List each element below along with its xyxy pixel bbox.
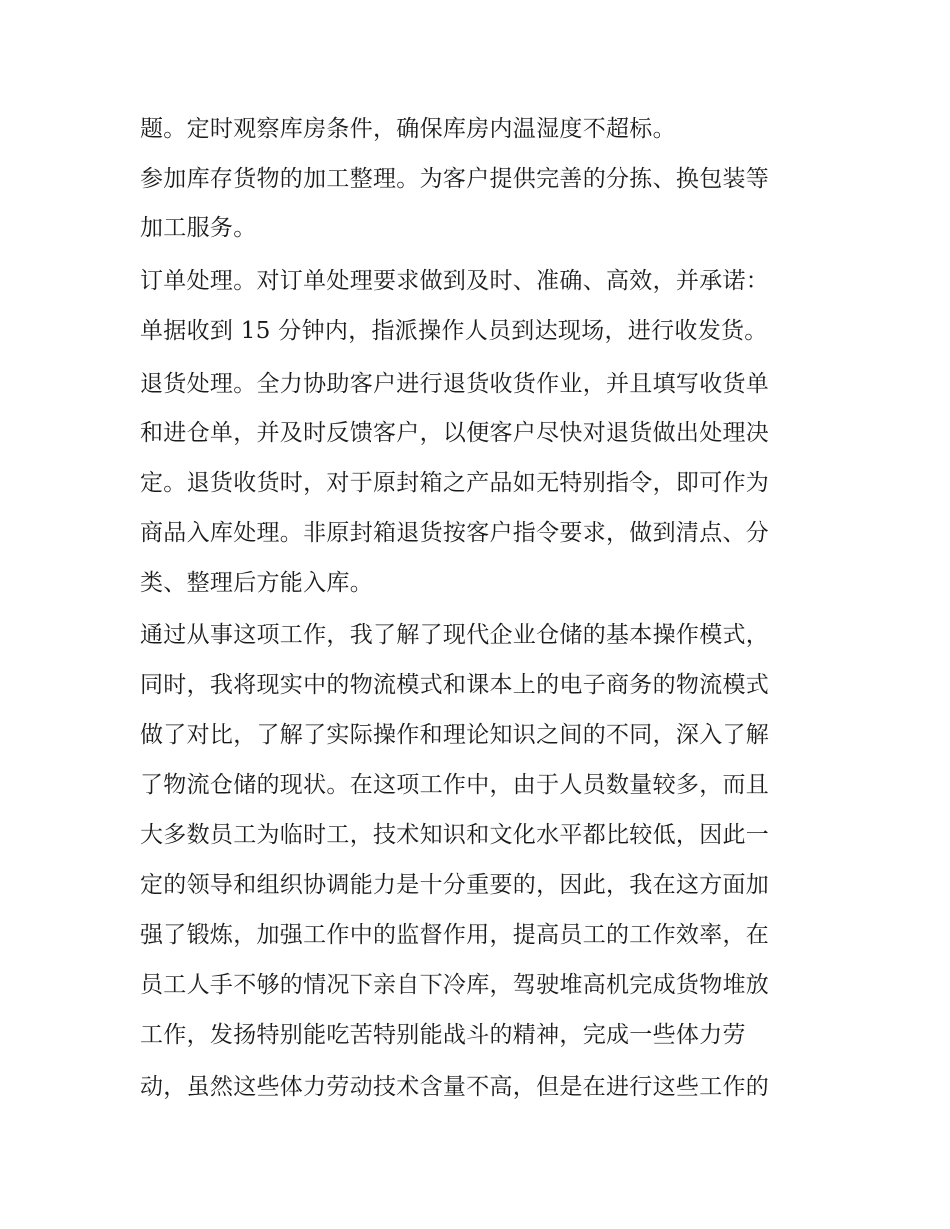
text-line: 工作，发扬特别能吃苦特别能战斗的精神，完成一些体力劳 bbox=[140, 1022, 746, 1048]
text-line: 做了对比，了解了实际操作和理论知识之间的不同，深入了解 bbox=[140, 722, 770, 748]
text-line: 题。定时观察库房条件，确保库房内温湿度不超标。 bbox=[140, 116, 676, 142]
text-line: 了物流仓储的现状。在这项工作中，由于人员数量较多，而且 bbox=[140, 772, 770, 798]
text-line: 员工人手不够的情况下亲自下冷库，驾驶堆高机完成货物堆放 bbox=[140, 972, 770, 998]
text-line: 定的领导和组织协调能力是十分重要的，因此，我在这方面加 bbox=[140, 872, 770, 898]
text-line: 强了锻炼，加强工作中的监督作用，提高员工的工作效率，在 bbox=[140, 922, 770, 948]
text-line: 商品入库处理。非原封箱退货按客户指令要求，做到清点、分 bbox=[140, 520, 770, 546]
text-line: 单据收到 15 分钟内，指派操作人员到达现场，进行收发货。 bbox=[140, 318, 768, 344]
text-line: 退货处理。全力协助客户进行退货收货作业，并且填写收货单 bbox=[140, 371, 770, 397]
text-line: 参加库存货物的加工整理。为客户提供完善的分拣、换包装等 bbox=[140, 166, 770, 192]
text-line: 加工服务。 bbox=[140, 215, 257, 241]
text-line: 通过从事这项工作，我了解了现代企业仓储的基本操作模式， bbox=[140, 622, 770, 648]
text-line: 大多数员工为临时工，技术知识和文化水平都比较低，因此一 bbox=[140, 822, 770, 848]
text-line: 动，虽然这些体力劳动技术含量不高，但是在进行这些工作的 bbox=[140, 1074, 770, 1100]
text-line: 和进仓单，并及时反馈客户，以便客户尽快对退货做出处理决 bbox=[140, 420, 770, 446]
text-line: 定。退货收货时，对于原封箱之产品如无特别指令，即可作为 bbox=[140, 470, 770, 496]
text-line: 同时，我将现实中的物流模式和课本上的电子商务的物流模式 bbox=[140, 672, 770, 698]
text-line: 类、整理后方能入库。 bbox=[140, 570, 373, 596]
text-line: 订单处理。对订单处理要求做到及时、准确、高效，并承诺： bbox=[140, 268, 770, 294]
